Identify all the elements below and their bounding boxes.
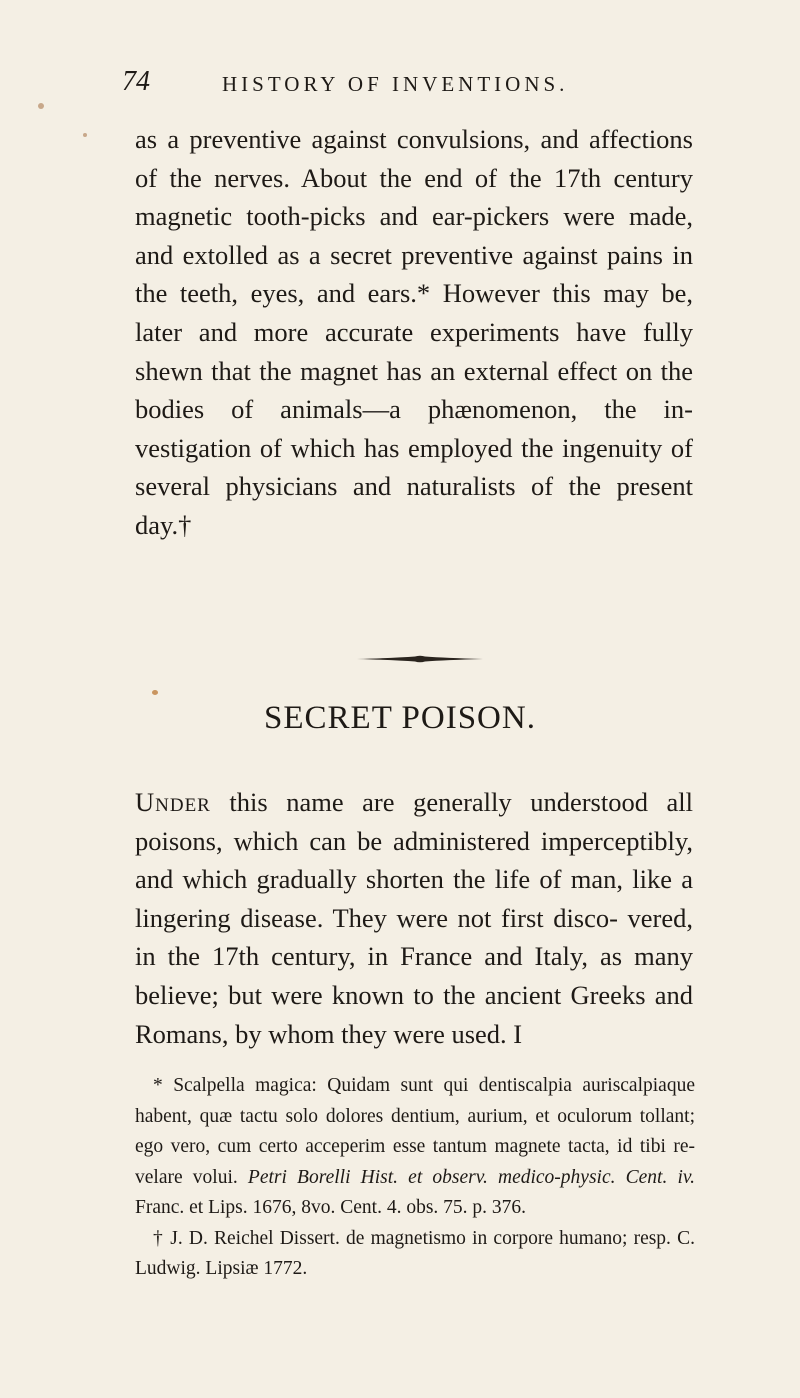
footnotes: [135, 1071, 695, 1285]
footnote-1-citation: Petri Borelli Hist. et observ. medico-physic. Cent. iv.: [247, 1166, 695, 1188]
page-number: 74: [122, 66, 150, 97]
body-paragraph: as a preventive against convulsions, and affections of the nerves. About the end of the 17th century magnetic tooth-picks and ear-pickers were made, and extolled as a secret preventive against pains in the teeth, eyes, and ears.* However this may be, later and more accurate experiments have fully shewn that the magnet has an external effect on the bodies of animals—a phænomenon, the in- vestigation of which has employed the ingenuity of several physicians and naturalists of the present day.†: [135, 124, 693, 540]
ornamental-divider: [355, 655, 485, 663]
footnote-1-tail: Franc. et Lips. 1676, 8vo. Cent. 4. obs. 75. p. 376.: [135, 1197, 527, 1218]
lead-word: Under: [135, 787, 211, 817]
page-header: [122, 66, 622, 106]
section-heading: SECRET POISON.: [264, 700, 536, 736]
running-title: HISTORY OF INVENTIONS.: [222, 72, 569, 96]
footnote-1-text: * Scalpella magica: Quidam sunt qui dentiscalpia auriscalpiaque habent, quæ tactu solo dolores dentium, aurium, et oculorum tollant; ego vero, cum certo acceperim esse tantum magnete tacta, id tibi re- velare volui.: [135, 1075, 695, 1188]
paper-speck: [152, 690, 158, 695]
section-paragraph: [135, 783, 693, 1053]
paper-speck: [38, 103, 44, 109]
paper-speck: [83, 133, 87, 137]
section-paragraph-text: this name are generally understood all poisons, which can be administered imperceptibly, and which gradually shorten the life of man, like a lingering disease. They were not first disco- vered, in the 17th century, in France and Italy, as many believe; but were known to the ancient Greeks and Romans, by whom they were used. I: [135, 787, 693, 1049]
footnote-2: † J. D. Reichel Dissert. de magnetismo in corpore humano; resp. C. Ludwig. Lipsiæ 1772.: [135, 1227, 695, 1279]
footnote-1: [135, 1071, 695, 1224]
